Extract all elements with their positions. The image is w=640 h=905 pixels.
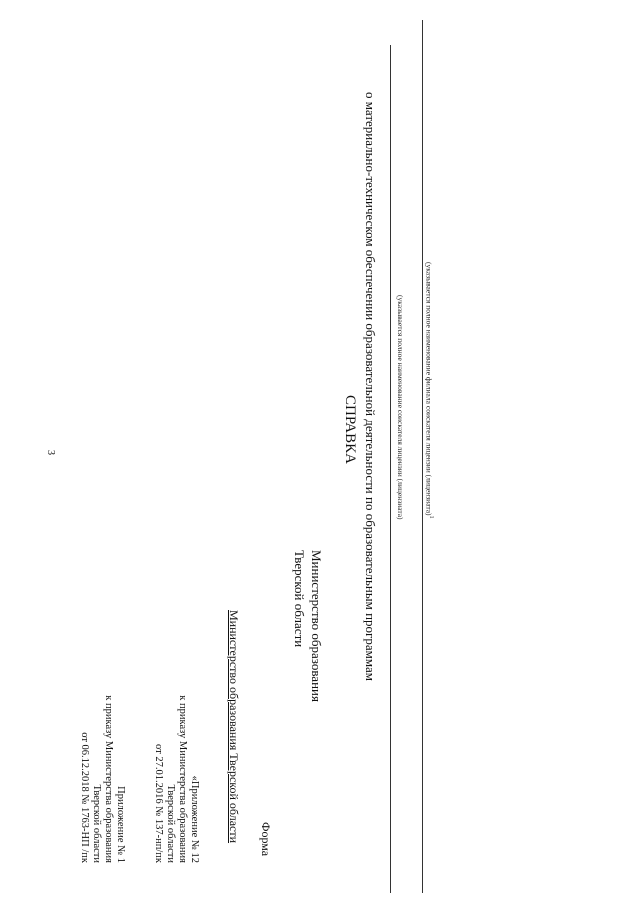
annex-current-line: Тверской области [91,784,102,863]
page-number: 3 [45,450,56,455]
branch-caption-text: (указывается полное наименование филиала соискателя лицензии (лицензиата) [424,262,434,516]
branch-footnote-mark: 1 [428,515,435,519]
document-subtitle: о материально-техническом обеспечении образовательной деятельности по образовательным программам [363,92,378,681]
annex-original-line: к приказу Министерства образования [177,695,188,863]
annex-original-line: «Приложение № 12 [189,775,200,863]
annex-current-line: Приложение № 1 [115,786,126,863]
ministry-underlined-heading: Министерство образования Тверской области [227,610,241,844]
licensee-caption: (указывается полное наименование соискателя лицензии (лицензиата) [396,295,405,520]
branch-name-line [422,20,423,893]
annex-current-line: к приказу Министерства образования [103,695,114,863]
addressee-line-2: Тверской области [292,550,307,648]
licensee-name-line [390,45,391,893]
form-label: Форма [259,822,273,857]
addressee-block [291,550,325,702]
annex-original-block [152,620,200,863]
addressee-line-1: Министерство образования [309,550,324,702]
annex-current-block [78,620,126,863]
branch-caption [425,262,434,519]
annex-original-line: от 27.01.2016 № 137-нп/пк [153,744,164,863]
annex-current-line: от 06.12.2018 № 1763-НП /пк [79,732,90,863]
annex-original-line: Тверской области [165,784,176,863]
document-title: СПРАВКА [342,395,358,464]
